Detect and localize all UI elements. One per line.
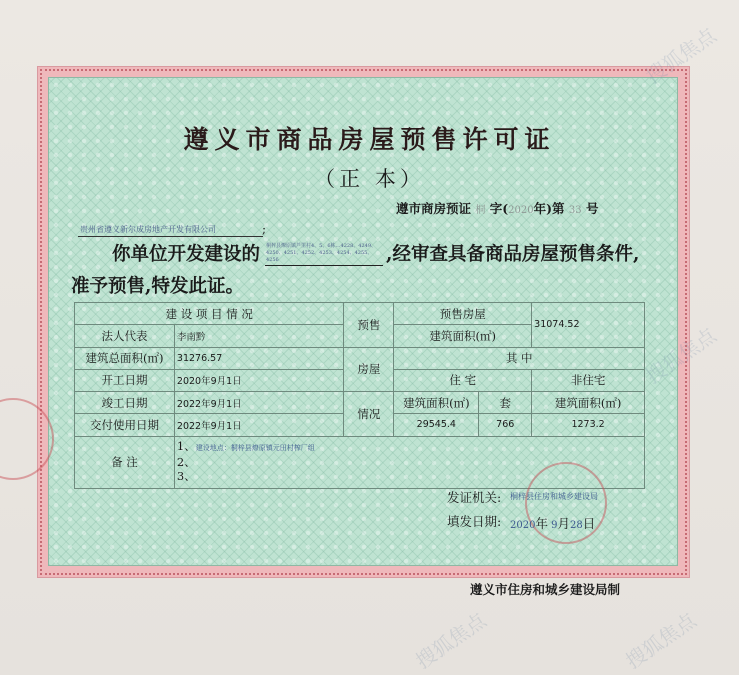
date-m: 月 bbox=[557, 516, 571, 531]
date-y: 年 bbox=[535, 516, 548, 531]
presale-label-2: 房屋 bbox=[344, 347, 394, 392]
issuer-value: 桐梓县住房和城乡建设局 bbox=[510, 492, 598, 501]
total-area-label: 建筑总面积(㎡) bbox=[75, 347, 175, 369]
date-month: 9 bbox=[551, 520, 558, 531]
date-d: 日 bbox=[582, 516, 596, 531]
maker-footer: 遵义市住房和城乡建设局制 bbox=[470, 582, 621, 597]
start-date-label: 开工日期 bbox=[75, 369, 175, 391]
project-underline bbox=[265, 265, 383, 266]
notes-1: 1、 bbox=[176, 438, 196, 453]
certificate-title: 遵义市商品房屋预售许可证 bbox=[183, 125, 556, 154]
company-name: 贵州省遵义新尔成房地产开发有限公司 bbox=[80, 225, 216, 234]
delivery-date-value: 2022年9月1日 bbox=[174, 414, 344, 436]
res-units-value: 766 bbox=[479, 414, 532, 436]
nonresidential-label: 非住宅 bbox=[532, 369, 645, 391]
nonres-area-label: 建筑面积(㎡) bbox=[532, 392, 645, 414]
permit-mid: 字( bbox=[489, 201, 509, 216]
total-area-value: 31276.57 bbox=[174, 347, 344, 369]
permit-year: 2020 bbox=[508, 205, 534, 216]
nonres-area-value: 1273.2 bbox=[532, 414, 645, 436]
project-address: 桐梓县燎原镇芦里村4、5、6栋…4228、4249、4250、4251、4252、4253、4254、4255、4256 bbox=[266, 243, 376, 263]
date-label: 填发日期: bbox=[447, 514, 502, 529]
notes-1-value: 建设地点：桐梓县燎原镇元田村榨厂组 bbox=[195, 443, 315, 452]
delivery-date-label: 交付使用日期 bbox=[75, 414, 175, 436]
notes-label: 备 注 bbox=[75, 436, 175, 488]
residential-label: 住 宅 bbox=[394, 369, 532, 391]
sentence-2: 准予预售,特发此证。 bbox=[71, 276, 244, 297]
date-year: 2020 bbox=[510, 520, 536, 531]
watermark: 搜狐焦点 bbox=[411, 607, 491, 674]
issue-date bbox=[510, 514, 595, 532]
permit-num: 33 bbox=[568, 205, 582, 216]
res-area-value: 29545.4 bbox=[394, 414, 479, 436]
watermark: 搜狐焦点 bbox=[641, 22, 721, 89]
presale-area-label-2: 建筑面积(㎡) bbox=[394, 325, 532, 347]
start-date-value: 2020年9月1日 bbox=[174, 369, 344, 391]
permit-suffix: 号 bbox=[585, 201, 599, 216]
among-label: 其 中 bbox=[394, 347, 645, 369]
sentence-1b: ,经审查具备商品房屋预售条件, bbox=[386, 244, 640, 265]
permit-mid2: 年)第 bbox=[533, 201, 565, 216]
res-units-label: 套 bbox=[479, 392, 532, 414]
presale-label-3: 情况 bbox=[344, 392, 394, 437]
permit-prefix: 遵市商房预证 bbox=[396, 201, 472, 216]
certificate-subtitle: （正 本） bbox=[314, 167, 425, 191]
complete-date-value: 2022年9月1日 bbox=[174, 392, 344, 414]
permit-number bbox=[396, 199, 599, 217]
watermark: 搜狐焦点 bbox=[621, 607, 701, 674]
presale-area-label-1: 预售房屋 bbox=[394, 303, 532, 325]
legal-rep-label: 法人代表 bbox=[75, 325, 175, 347]
date-day: 28 bbox=[570, 520, 583, 531]
company-underline bbox=[78, 236, 263, 237]
company-semicolon: ; bbox=[262, 222, 267, 236]
presale-label-1: 预售 bbox=[344, 303, 394, 348]
notes-2: 2、 bbox=[176, 454, 196, 469]
project-header: 建 设 项 目 情 况 bbox=[75, 303, 344, 325]
res-area-label: 建筑面积(㎡) bbox=[394, 392, 479, 414]
notes-3: 3、 bbox=[176, 468, 196, 483]
permit-table bbox=[74, 302, 645, 489]
issuer-label: 发证机关: bbox=[447, 490, 502, 505]
presale-area-value: 31074.52 bbox=[532, 303, 645, 348]
complete-date-label: 竣工日期 bbox=[75, 392, 175, 414]
watermark: 搜狐焦点 bbox=[641, 322, 721, 389]
sentence-1a: 你单位开发建设的 bbox=[112, 244, 261, 265]
permit-county: 桐 bbox=[475, 205, 486, 216]
legal-rep-value: 李南黔 bbox=[174, 325, 344, 347]
